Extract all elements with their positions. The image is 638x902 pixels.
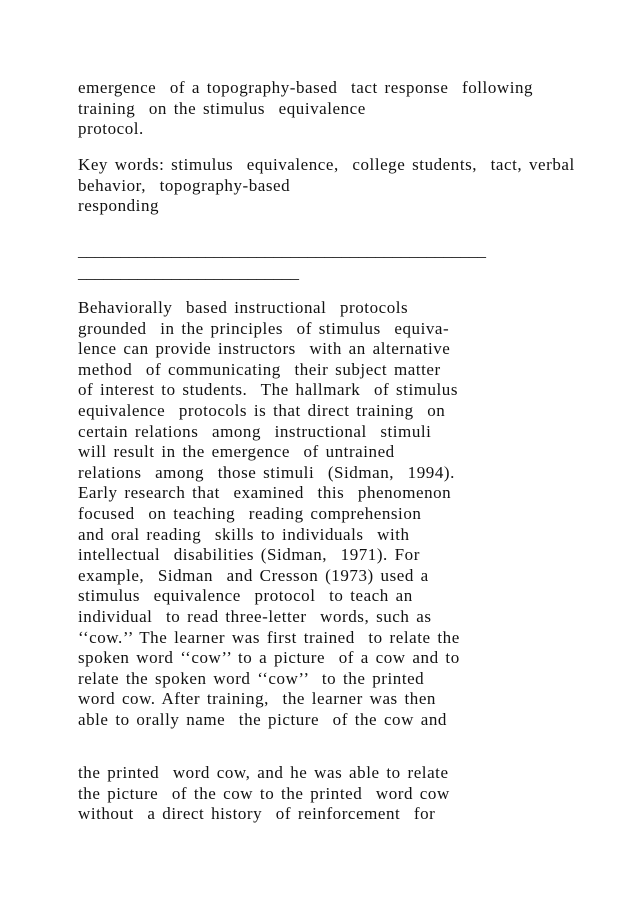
text-line: Key words: stimulus equivalence, college students, tact, verbal bbox=[78, 155, 575, 174]
text-line: the printed word cow, and he was able to relate bbox=[78, 763, 449, 782]
text-line: lence can provide instructors with an alternative bbox=[78, 339, 451, 359]
text-line: stimulus equivalence protocol to teach an bbox=[78, 586, 413, 606]
text-line: will result in the emergence of untrained bbox=[78, 442, 395, 462]
text-line: training on the stimulus equivalence bbox=[78, 98, 366, 118]
text-line: emergence of a topography-based tact response following bbox=[78, 78, 534, 97]
text-line: without a direct history of reinforcement for bbox=[78, 804, 436, 824]
text-line: focused on teaching reading comprehension bbox=[78, 503, 422, 523]
text-line: relate the spoken word ‘‘cow’’ to the printed bbox=[78, 668, 425, 688]
text-line: Early research that examined this phenomenon bbox=[78, 483, 452, 503]
text-line: protocol. bbox=[78, 119, 144, 139]
text-line: Behaviorally based instructional protocols bbox=[78, 298, 409, 317]
text-line: and oral reading skills to individuals with bbox=[78, 524, 410, 544]
text-line: example, Sidman and Cresson (1973) used a bbox=[78, 565, 429, 585]
text-line: able to orally name the picture of the cow and bbox=[78, 709, 447, 729]
separator-rule bbox=[78, 240, 486, 284]
text-line: the picture of the cow to the printed word cow bbox=[78, 783, 450, 803]
text-line: relations among those stimuli (Sidman, 1994). bbox=[78, 462, 455, 482]
text-line: method of communicating their subject matter bbox=[78, 359, 441, 379]
separator-line: __________________________ bbox=[78, 263, 299, 282]
text-line: spoken word ‘‘cow’’ to a picture of a cow and to bbox=[78, 648, 460, 668]
text-line: ‘‘cow.’’ The learner was first trained to relate the bbox=[78, 627, 460, 647]
text-line: intellectual disabilities (Sidman, 1971). For bbox=[78, 545, 420, 565]
text-line: word cow. After training, the learner was then bbox=[78, 689, 436, 709]
body-paragraph bbox=[78, 763, 450, 825]
text-line: individual to read three-letter words, such as bbox=[78, 606, 432, 626]
text-line: responding bbox=[78, 196, 160, 216]
abstract-continuation bbox=[78, 78, 533, 140]
keywords-block bbox=[78, 155, 575, 217]
separator-line: ________________________________________________ bbox=[78, 241, 486, 260]
text-line: certain relations among instructional stimuli bbox=[78, 421, 432, 441]
text-line: equivalence protocols is that direct training on bbox=[78, 400, 446, 420]
text-line: of interest to students. The hallmark of stimulus bbox=[78, 380, 459, 400]
text-line: behavior, topography-based bbox=[78, 175, 291, 195]
text-line: grounded in the principles of stimulus equiva- bbox=[78, 318, 450, 338]
body-paragraph bbox=[78, 298, 460, 730]
